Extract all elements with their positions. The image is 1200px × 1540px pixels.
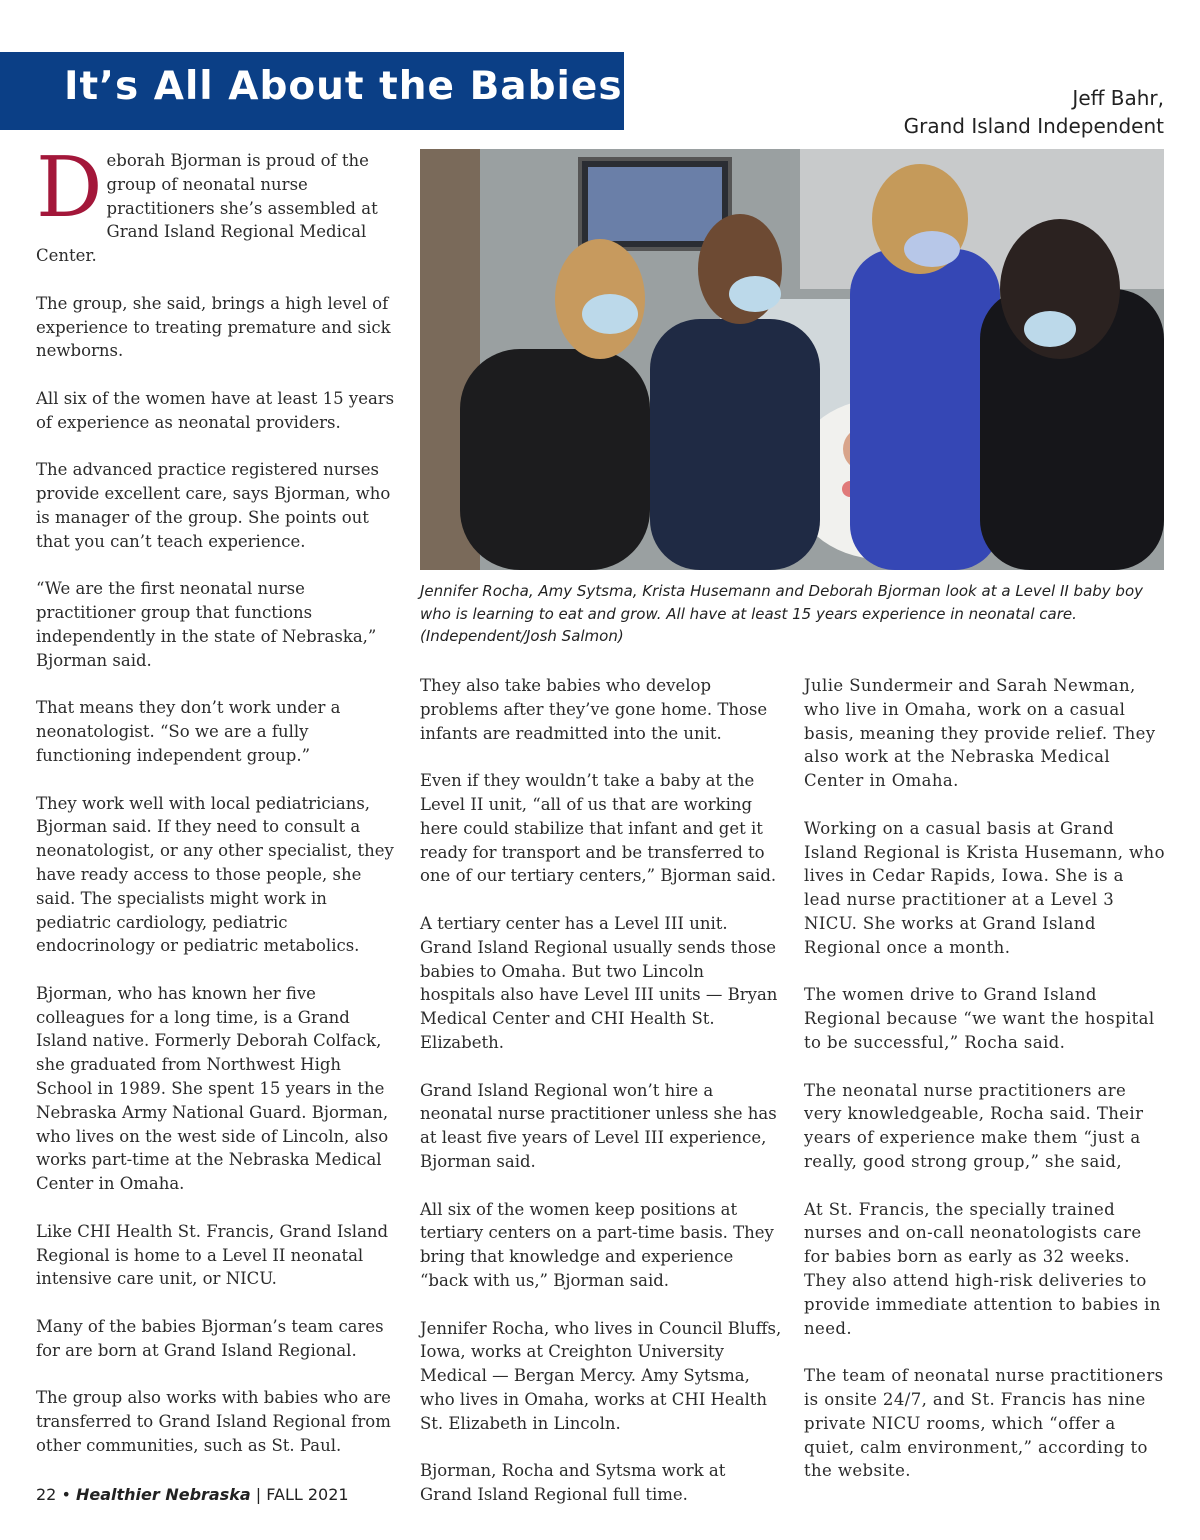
paragraph: “We are the first neonatal nurse practitioner group that functions independently in the state of Nebraska,” Bjorman said. <box>36 579 377 670</box>
lead-paragraph-text: eborah Bjorman is proud of the group of neonatal nurse practitioners she’s assembled at Grand Island Regional Medical Center. <box>36 151 378 266</box>
footer-bullet: • <box>61 1485 71 1504</box>
nicu-photo-illustration <box>420 149 1164 570</box>
paragraph: Julie Sundermeir and Sarah Newman, who live in Omaha, work on a casual basis, meaning they provide relief. They also work at the Nebraska Medical Center in Omaha. <box>804 676 1156 791</box>
page-footer <box>36 1485 349 1504</box>
footer-separator: | <box>255 1485 262 1504</box>
byline <box>904 84 1164 140</box>
paragraph: All six of the women keep positions at tertiary centers on a part-time basis. They bring that knowledge and experience “back with us,” Bjorman said. <box>420 1199 774 1290</box>
paragraph: Bjorman, Rocha and Sytsma work at Grand Island Regional full time. <box>420 1461 726 1505</box>
article-column-3 <box>804 674 1166 1507</box>
photo-caption: Jennifer Rocha, Amy Sytsma, Krista Husemann and Deborah Bjorman look at a Level II baby boy who is learning to eat and grow. All have at least 15 years experience in neonatal care. (Independent/Josh Salmon) <box>420 582 1144 645</box>
paragraph: That means they don’t work under a neonatologist. “So we are a fully functioning independent group.” <box>36 698 341 765</box>
drop-cap: D <box>36 139 103 236</box>
paragraph: Many of the babies Bjorman’s team cares for are born at Grand Island Regional. <box>36 1317 384 1360</box>
paragraph: The advanced practice registered nurses provide excellent care, says Bjorman, who is manager of the group. She points out that you can’t teach experience. <box>36 460 391 551</box>
article-photo <box>420 149 1164 570</box>
paragraph: The women drive to Grand Island Regional because “we want the hospital to be successful,” Rocha said. <box>804 985 1155 1052</box>
paragraph: Grand Island Regional won’t hire a neonatal nurse practitioner unless she has at least five years of Level III experience, Bjorman said. <box>420 1080 777 1171</box>
paragraph: The group also works with babies who are transferred to Grand Island Regional from other communities, such as St. Paul. <box>36 1388 391 1456</box>
paragraph: The neonatal nurse practitioners are very knowledgeable, Rocha said. Their years of experience make them “just a really, good strong group,” she said, <box>804 1080 1144 1171</box>
paragraph: They also take babies who develop problems after they’ve gone home. Those infants are readmitted into the unit. <box>420 676 768 743</box>
lead-paragraph <box>36 139 398 268</box>
byline-author: Jeff Bahr, <box>1072 86 1164 110</box>
paragraph: Even if they wouldn’t take a baby at the Level II unit, “all of us that are working here could stabilize that infant and get it ready for transport and be transferred to one of our tertiary centers,” Bjorman said. <box>420 771 777 886</box>
paragraph: All six of the women have at least 15 years of experience as neonatal providers. <box>36 388 395 432</box>
paragraph: Working on a casual basis at Grand Island Regional is Krista Husemann, who lives in Cedar Rapids, Iowa. She is a lead nurse practitioner at a Level 3 NICU. She works at Grand Island Regional once a month. <box>804 818 1165 957</box>
paragraph: The team of neonatal nurse practitioners is onsite 24/7, and St. Francis has nine private NICU rooms, which “offer a quiet, calm environment,” according to the website. <box>804 1366 1164 1481</box>
paragraph: They work well with local pediatricians, Bjorman said. If they need to consult a neonatologist, or any other specialist, they have ready access to those people, she said. The specialists might work in pediatric cardiology, pediatric endocrinology or pediatric metabolics. <box>36 793 394 956</box>
article-column-1 <box>36 139 398 1482</box>
title-banner <box>0 52 624 130</box>
paragraph: Like CHI Health St. Francis, Grand Island Regional is home to a Level II neonatal intensive care unit, or NICU. <box>36 1221 389 1289</box>
paragraph: Jennifer Rocha, who lives in Council Bluffs, Iowa, works at Creighton University Medical — Bergan Mercy. Amy Sytsma, who lives in Omaha, works at CHI Health St. Elizabeth in Lincoln. <box>420 1318 782 1433</box>
byline-organization: Grand Island Independent <box>903 114 1164 138</box>
paragraph: The group, she said, brings a high level of experience to treating premature and sick newborns. <box>36 293 391 361</box>
paragraph: At St. Francis, the specially trained nurses and on-call neonatologists care for babies born as early as 32 weeks. They also attend high-risk deliveries to provide immediate attention to babies in need. <box>804 1199 1161 1338</box>
page-number: 22 <box>36 1485 57 1504</box>
issue-label: FALL 2021 <box>266 1485 349 1504</box>
paragraph: A tertiary center has a Level III unit. Grand Island Regional usually sends those babies to Omaha. But two Lincoln hospitals also have Level III units — Bryan Medical Center and CHI Health St. Elizabeth. <box>420 913 778 1052</box>
article-column-2 <box>420 674 782 1531</box>
paragraph: Bjorman, who has known her five colleagues for a long time, is a Grand Island native. Formerly Deborah Colfack, she graduated from Northwest High School in 1989. She spent 15 years in the Nebraska Army National Guard. Bjorman, who lives on the west side of Lincoln, also works part-time at the Nebraska Medical Center in Omaha. <box>36 983 389 1194</box>
publication-name: Healthier Nebraska <box>75 1485 251 1504</box>
article-title: It’s All About the Babies <box>64 64 623 109</box>
